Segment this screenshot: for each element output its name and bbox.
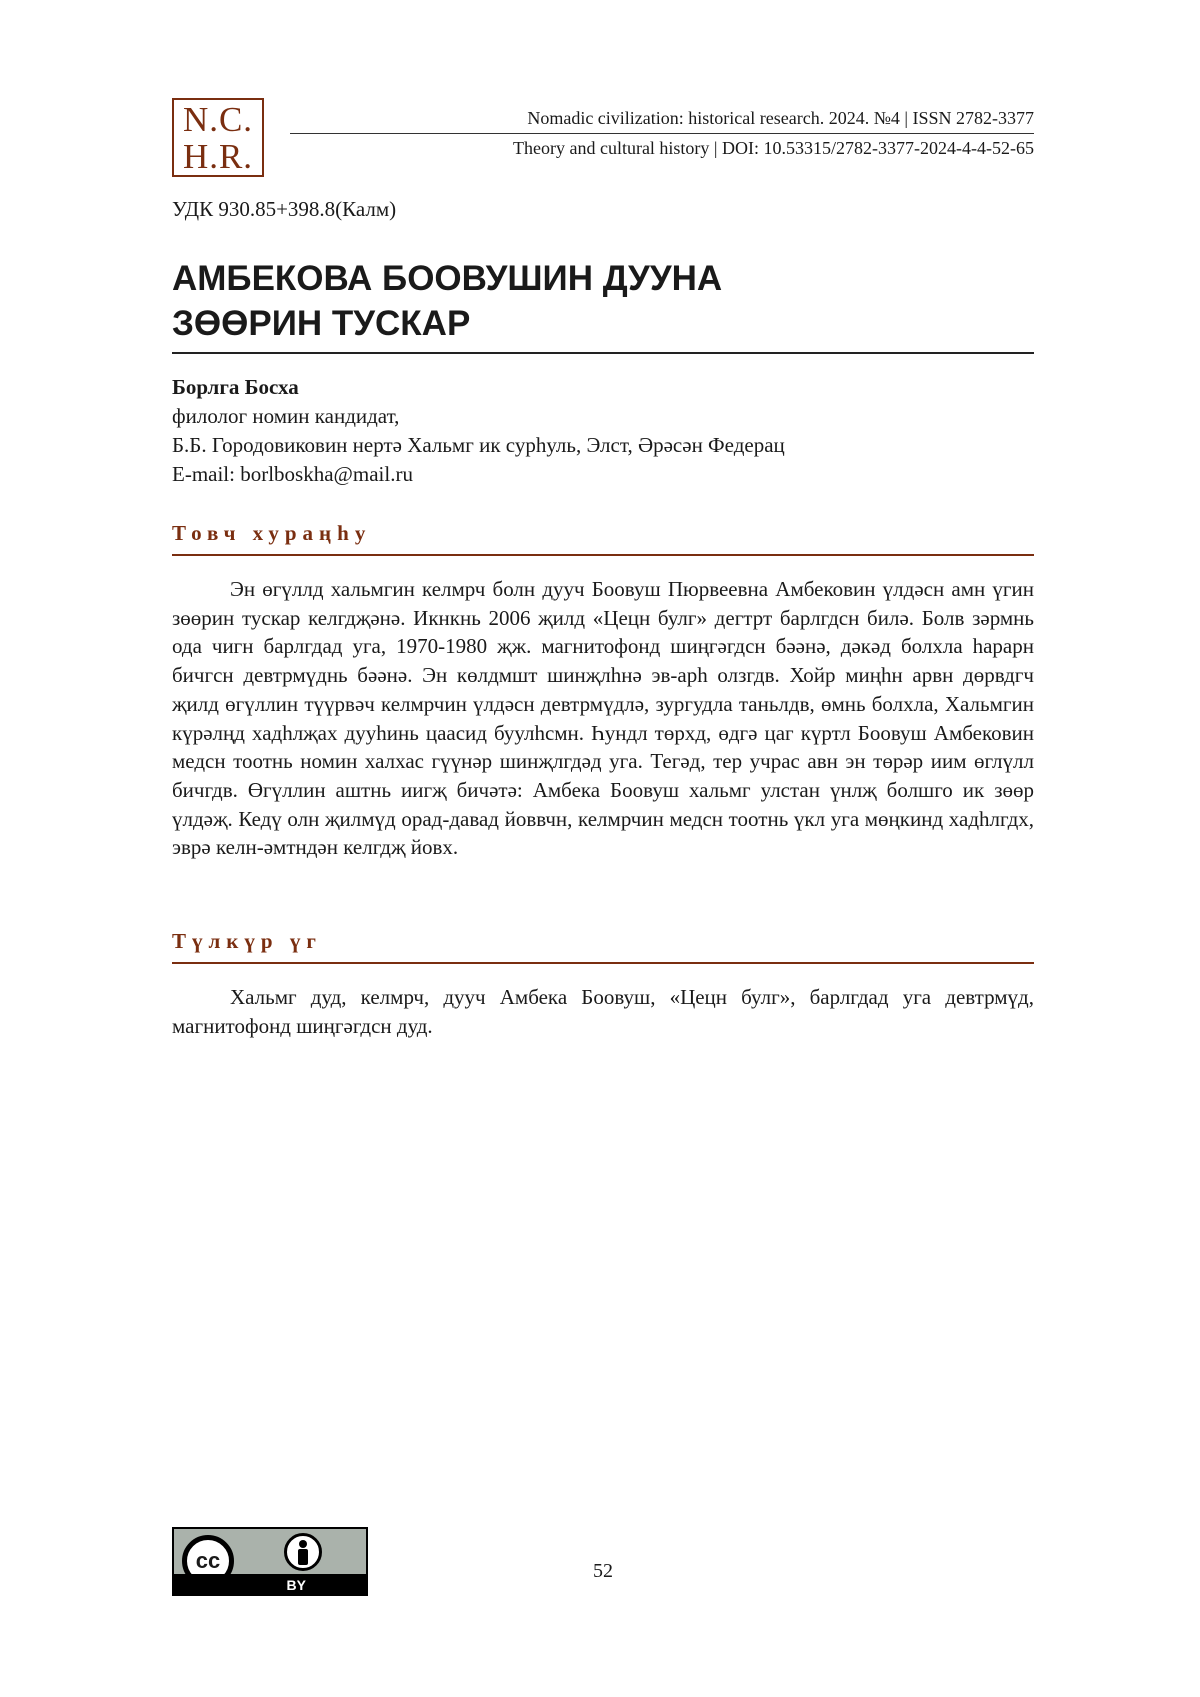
author-affiliation: Б.Б. Городовиковин нертә Хальмг ик сурһуль, Элст, Әрәсән Федерац: [172, 433, 785, 457]
article-title: [172, 256, 1032, 346]
logo-line-2: H.R.: [182, 137, 254, 176]
journal-info-line-2: Theory and cultural history | DOI: 10.53315/2782-3377-2024-4-4-52-65: [512, 138, 1034, 158]
keywords-text: Хальмг дуд, келмрч, дууч Амбека Боовуш, «Цецн булг», барлгдад уга девтрмүд, магнитофонд шиңгәгдсн дуд.: [172, 985, 1034, 1038]
journal-info-line-1: Nomadic civilization: historical research. 2024. №4 | ISSN 2782-3377: [527, 108, 1034, 128]
udk-code: УДК 930.85+398.8(Калм): [172, 197, 397, 221]
title-line-2: ЗӨӨРИН ТУСКАР: [172, 304, 471, 343]
attribution-icon: [284, 1533, 322, 1571]
author-block: [172, 373, 785, 489]
page-number: 52: [593, 1560, 613, 1582]
header-divider: [290, 133, 1034, 134]
author-name: Борлга Босха: [172, 375, 299, 399]
logo-line-1: N.C.: [182, 100, 254, 139]
journal-header: [290, 108, 1034, 158]
abstract-heading: Товч хураңһу: [172, 521, 1034, 556]
title-line-1: АМБЕКОВА БООВУШИН ДУУНА: [172, 259, 723, 298]
cc-by-license-badge[interactable]: [172, 1527, 368, 1596]
creative-commons-icon: cc: [182, 1535, 234, 1587]
license-label: BY: [286, 1577, 306, 1593]
abstract-text: Эн өгүллд хальмгин келмрч болн дууч Боовуш Пюрвеевна Амбековин үлдәсн амн үгин зөөрин тускар келгдҗәнә. Икнкнь 2006 җилд «Цецн булг» дегтрт барлгдсн билә. Болв зәрмнь ода чигн барлгдад уга, 1970-1980 җж. магнитофонд шиңгәгдсн бәәнә, дәкәд болхла һарарн бичгсн девтрмүднь бәәнә. Эн көлдмшт шинҗлһнә эв-арһ олзгдв. Хойр миңһн арвн дөрвдгч җилд өгүллин түүрвәч келмрчин үлдәсн девтрмүдлә, зургудла таньлдв, өмнь болхла, Хальмгин күрәлңд хадһлҗах дууһинь цаасид буулһсмн. Һундл төрхд, өдгә цаг күртл Боовуш Амбековин медсн тоотнь номин халхас гүүнәр шинҗлгдәд уга. Тегәд, тер учрас авн эн төрәр иим өглүлл бичгдв. Өгүллин аштнь иигҗ бичәтә: Амбека Боовуш хальмг улстан үнлҗ болшго ик зөөр үлдәҗ. Кедү олн җилмүд орад-давад йоввчн, келмрчин медсн тоотнь үкл уга мөңкинд хадһлгдх, эврә келн-әмтндән келгдҗ йовх.: [172, 577, 1034, 860]
title-divider: [172, 352, 1034, 354]
license-band: [174, 1574, 366, 1594]
keywords-heading: Түлкүр үг: [172, 929, 1034, 964]
author-degree: филолог номин кандидат,: [172, 404, 400, 428]
journal-logo: [172, 98, 264, 177]
author-email[interactable]: E-mail: borlboskha@mail.ru: [172, 462, 413, 486]
